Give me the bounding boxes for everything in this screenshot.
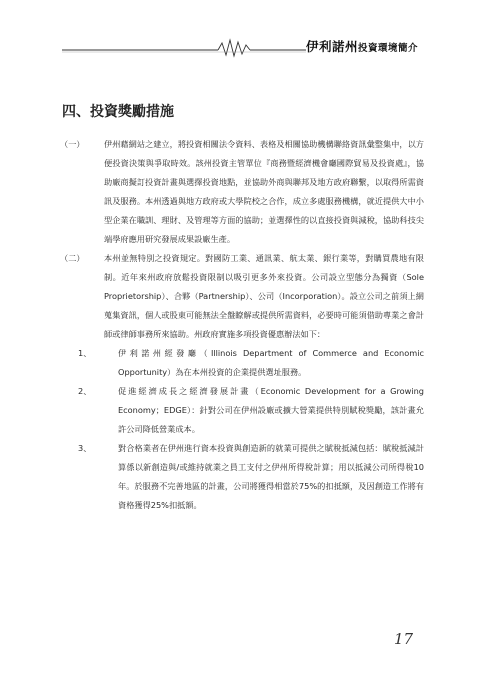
page-number: 17: [394, 630, 414, 648]
body-text: [60, 135, 424, 515]
sub-item-text: 對合格業者在伊州進行資本投資與創造新的就業可提供之賦稅抵減包括：賦稅抵減計算係以新創造與/或維持就業之員工支付之伊州所得稅計算；用以抵減公司所得稅10年。於服務不完善地區的計畫，公司將獲得相當於75%的扣抵額，及因創造工作將有資格獲得25%扣抵額。: [118, 443, 424, 510]
section-title: 四、投資獎勵措施: [62, 104, 174, 120]
sub-item-number: 3、: [78, 443, 92, 453]
item-text: 伊州藉網站之建立，將投資相關法令資料、表格及相關協助機構聯絡資訊彙整集中，以方便投資決策與爭取時效。該州投資主管單位『商務暨經濟機會廳國際貿易及投資處』，協助廠商擬訂投資計畫與選擇投資地點，並協助外商與聯邦及地方政府聯繫，以取得所需資訊及服務。本州透過與地方政府或大學院校之合作，成立多處服務機構，就近提供大中小型企業在職訓、理財、及管理等方面的協助；並選擇性的以直接投資與減稅，協助科技尖端學府應用研究發展成果設廠生產。: [104, 139, 424, 244]
sub-list-item: [78, 344, 424, 382]
item-text: 本州並無特別之投資規定。對國防工業、通訊業、航太業、銀行業等，對購買農地有限制。近年來州政府放鬆投資限制以吸引更多外來投資。公司設立型態分為獨資（Sole Proprietorship）、合夥（Partnership）、公司（Incorporation）。設立公司之前須上網蒐集資訊，個人或股東可能無法全盤瞭解或提供所需資料，必要時可能須借助專業之會計師或律師事務所來協助。州政府實施多項投資優惠辦法如下：: [104, 253, 424, 339]
sub-item-number: 1、: [78, 348, 92, 358]
list-item: [60, 135, 424, 249]
sub-item-text: 促進經濟成長之經濟發展計畫（Economic Development for a Growing Economy；EDGE）：針對公司在伊州設廠或擴大營業提供特別賦稅獎勵，該計畫允許公司降低營業成本。: [118, 386, 424, 434]
sub-list-item: [78, 439, 424, 515]
header-title: [306, 37, 418, 55]
item-number: （二）: [60, 253, 85, 263]
list-item: [60, 249, 424, 344]
sub-list-item: [78, 382, 424, 439]
running-header: [62, 34, 422, 58]
sub-item-number: 2、: [78, 386, 92, 396]
header-title-sub: 投資環境簡介: [357, 43, 418, 54]
header-title-main: 伊利諾州: [305, 39, 358, 54]
item-number: （一）: [60, 139, 85, 149]
sub-item-text: 伊利諾州經發廳（Illinois Department of Commerce and Economic Opportunity）為在本州投資的企業提供選址服務。: [118, 348, 424, 377]
